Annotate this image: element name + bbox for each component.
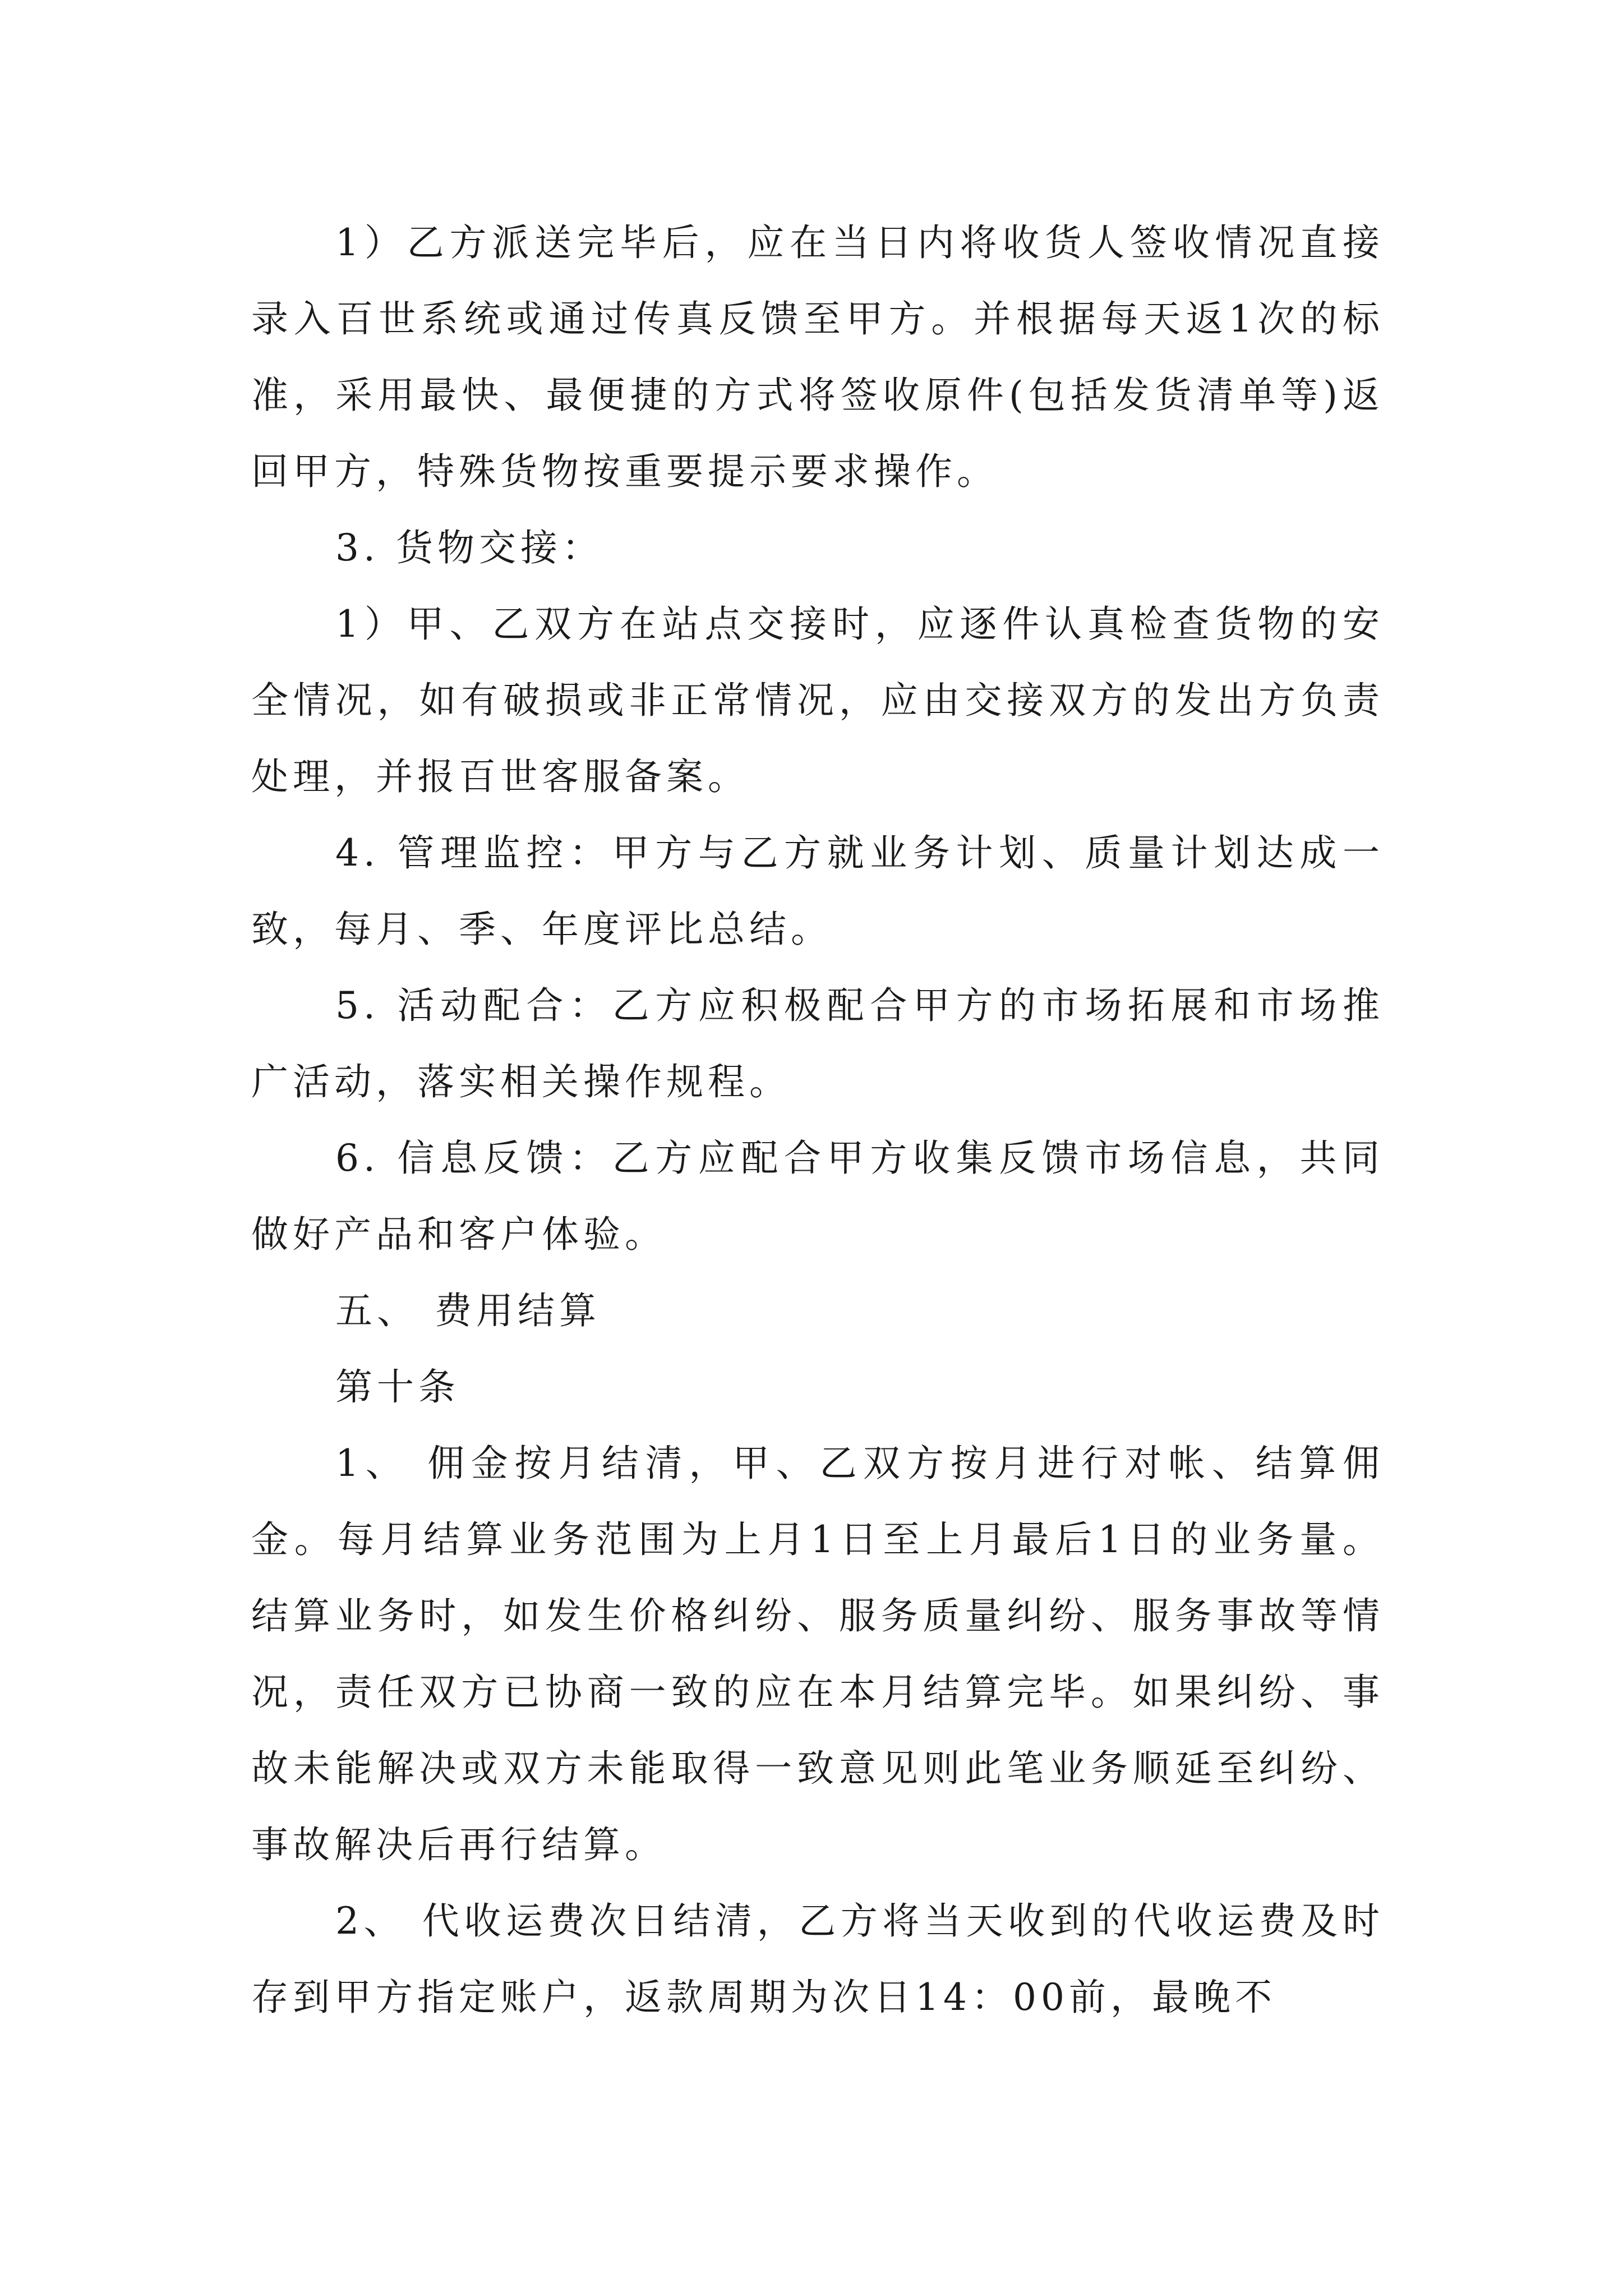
paragraph-management-monitoring: 4. 管理监控：甲方与乙方就业务计划、质量计划达成一致，每月、季、年度评比总结。: [251, 831, 1384, 951]
paragraph-information-feedback: 6. 信息反馈：乙方应配合甲方收集反馈市场信息，共同做好产品和客户体验。: [251, 1137, 1384, 1256]
section-heading-fee-settlement: 五、 费用结算: [335, 1289, 601, 1332]
paragraph-handover-check: 1）甲、乙双方在站点交接时，应逐件认真检查货物的安全情况，如有破损或非正常情况，应由交接双方的发出方负责处理，并报百世客服备案。: [251, 602, 1384, 798]
article-heading-tenth: 第十条: [335, 1365, 460, 1409]
document-body: [251, 205, 1384, 2036]
paragraph-commission-settlement: 1、 佣金按月结清，甲、乙双方按月进行对帐、结算佣金。每月结算业务范围为上月1日至上月最后1日的业务量。结算业务时，如发生价格纠纷、服务质量纠纷、服务事故等情况，责任双方已协商一致的应在本月结算完毕。如果纠纷、事故未能解决或双方未能取得一致意见则此笔业务顺延至纠纷、事故解决后再行结算。: [251, 1442, 1384, 1866]
paragraph-freight-collection: 2、 代收运费次日结清，乙方将当天收到的代收运费及时存到甲方指定账户，返款周期为次日14：00前，最晚不: [251, 1899, 1384, 2019]
heading-cargo-handover: 3. 货物交接：: [335, 526, 603, 569]
paragraph-delivery-feedback: 1）乙方派送完毕后，应在当日内将收货人签收情况直接录入百世系统或通过传真反馈至甲方。并根据每天返1次的标准，采用最快、最便捷的方式将签收原件(包括发货清单等)返回甲方，特殊货物按重要提示要求操作。: [251, 221, 1384, 493]
paragraph-activity-cooperation: 5. 活动配合：乙方应积极配合甲方的市场拓展和市场推广活动，落实相关操作规程。: [251, 984, 1384, 1103]
